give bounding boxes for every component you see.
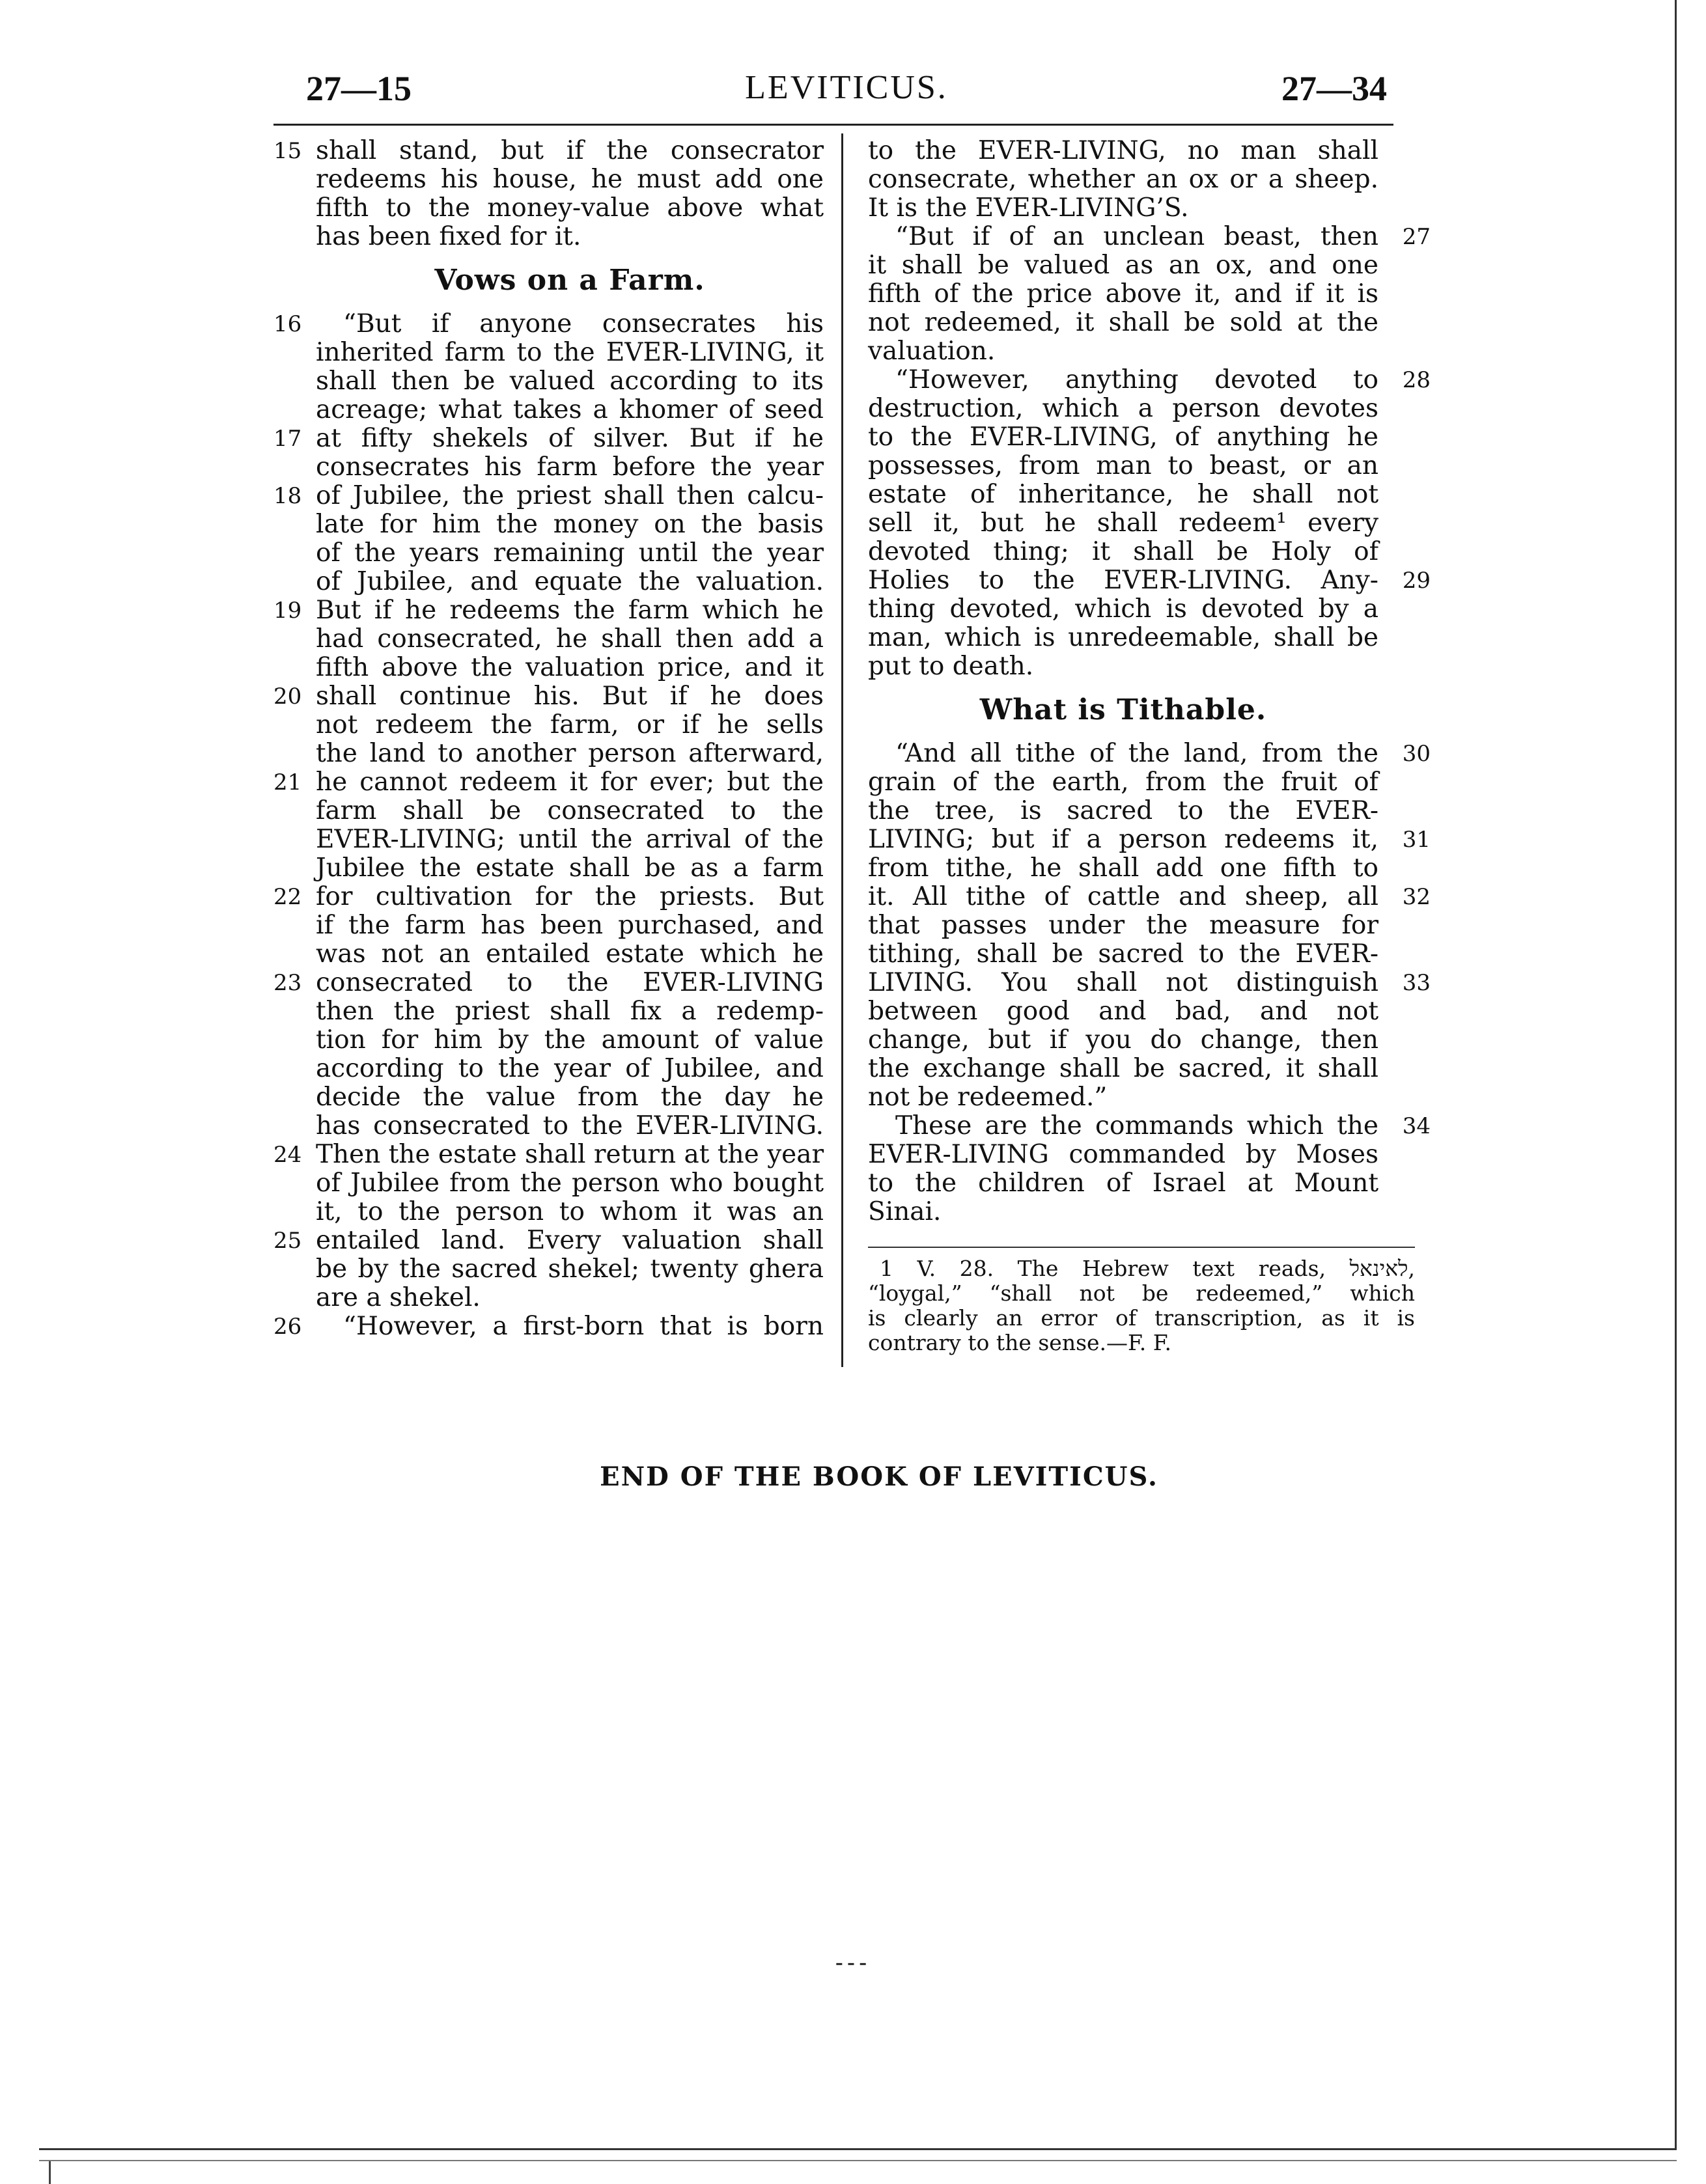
line-text: it shall be valued as an ox, and one	[868, 251, 1378, 280]
line-text: at fifty shekels of silver. But if he	[316, 424, 824, 453]
line-text: man, which is unredeemable, shall be	[868, 623, 1378, 652]
line-text: estate of inheritance, he shall not	[868, 480, 1378, 509]
line-text: it. All tithe of cattle and sheep, all	[868, 882, 1378, 911]
line-text: not redeem the farm, or if he sells	[316, 710, 824, 740]
line-text: shall stand, but if the consecrator	[316, 136, 824, 165]
text-line	[868, 137, 1378, 165]
line-text: Then the estate shall return at the year	[316, 1140, 824, 1169]
text-line	[868, 566, 1431, 595]
text-line	[868, 1083, 1378, 1112]
line-text: thing devoted, which is devoted by a	[868, 594, 1378, 624]
line-text: the tree, is sacred to the EVER-	[868, 796, 1378, 825]
text-line	[868, 1055, 1378, 1083]
text-line	[868, 825, 1431, 854]
footnote-text: 1 V. 28. The Hebrew text reads, לאינאל,	[880, 1256, 1415, 1281]
line-text: to the EVER-LIVING, of anything he	[868, 422, 1378, 452]
right-column	[868, 136, 1431, 1226]
verse-number: 26	[273, 1314, 302, 1340]
verse-number: 33	[1402, 970, 1431, 996]
closing-line: END OF THE BOOK OF LEVITICUS.	[600, 1461, 1158, 1492]
line-text: of Jubilee from the person who bought	[316, 1168, 824, 1198]
verse-number: 34	[1402, 1113, 1431, 1139]
line-text: are a shekel.	[316, 1283, 481, 1312]
line-text: to the EVER-LIVING, no man shall	[868, 136, 1378, 165]
text-line	[868, 797, 1378, 825]
text-line	[316, 740, 824, 768]
text-line	[273, 1140, 824, 1169]
text-line	[868, 538, 1378, 566]
text-line	[316, 825, 824, 854]
footnote-text: contrary to the sense.—F. F.	[868, 1330, 1172, 1355]
text-line	[316, 568, 824, 596]
footnote-rule	[868, 1247, 1415, 1248]
verse-number: 31	[1402, 827, 1431, 853]
text-line	[316, 1169, 824, 1198]
line-text: entailed land. Every valuation shall	[316, 1226, 824, 1255]
section-heading: What is Tithable.	[979, 693, 1267, 726]
line-text: tithing, shall be sacred to the EVER-	[868, 939, 1378, 969]
line-text: farm shall be consecrated to the	[316, 796, 824, 825]
verse-number: 25	[273, 1228, 302, 1254]
text-line	[868, 854, 1378, 883]
running-header	[306, 68, 1387, 120]
text-line	[868, 365, 1431, 394]
line-text: grain of the earth, from the fruit of	[868, 767, 1378, 797]
text-line	[316, 223, 824, 251]
line-text: tion for him by the amount of value	[316, 1025, 824, 1055]
text-line	[316, 1198, 824, 1226]
line-text: of the years remaining until the year	[316, 538, 824, 568]
text-line	[868, 1169, 1378, 1198]
text-line	[316, 510, 824, 539]
book-title: LEVITICUS.	[745, 69, 948, 106]
line-text: Holies to the EVER-LIVING. Any-	[868, 566, 1378, 595]
line-text: according to the year of Jubilee, and	[316, 1054, 824, 1083]
verse-number: 30	[1402, 741, 1431, 767]
page-edge-right	[1675, 0, 1677, 2148]
line-text: consecrate, whether an ox or a sheep.	[868, 165, 1378, 194]
line-text: “But if of an unclean beast, then	[895, 222, 1378, 251]
left-column	[273, 136, 824, 1341]
text-line	[868, 882, 1431, 911]
line-text: not redeemed, it shall be sold at the	[868, 308, 1378, 337]
page-edge-bottom-shadow	[39, 2160, 1677, 2161]
text-line	[868, 1198, 1378, 1226]
verse-number: 32	[1402, 884, 1431, 910]
text-line	[868, 1026, 1378, 1055]
line-text: put to death.	[868, 652, 1034, 681]
line-text: acreage; what takes a khomer of seed	[316, 395, 824, 424]
text-line	[868, 1111, 1431, 1140]
line-text: EVER-LIVING commanded by Moses	[868, 1140, 1378, 1169]
line-text: These are the commands which the	[895, 1111, 1378, 1140]
footnote-line	[868, 1331, 1415, 1355]
text-line	[316, 1284, 824, 1312]
column-divider	[841, 133, 843, 1367]
text-line	[868, 480, 1378, 509]
line-text: then the priest shall fix a redemp-	[316, 997, 824, 1026]
text-line	[316, 539, 824, 568]
line-text: “However, a first-born that is born	[343, 1312, 824, 1341]
footnote-text: is clearly an error of transcription, as it is	[868, 1305, 1415, 1331]
text-line	[273, 424, 824, 453]
line-text: shall then be valued according to its	[316, 366, 824, 396]
text-line	[273, 136, 824, 165]
section-heading: Vows on a Farm.	[434, 264, 705, 297]
line-text: has been fixed for it.	[316, 222, 581, 251]
line-text: fifth of the price above it, and if it is	[868, 279, 1378, 309]
line-text: was not an entailed estate which he	[316, 939, 824, 969]
text-line	[316, 453, 824, 482]
page-edge-bottom	[39, 2148, 1677, 2150]
line-text: it, to the person to whom it was an	[316, 1197, 824, 1226]
text-line	[868, 595, 1378, 624]
line-text: sell it, but he shall redeem¹ every	[868, 508, 1378, 538]
line-text: he cannot redeem it for ever; but the	[316, 767, 824, 797]
header-verse-end: 27—34	[1281, 69, 1387, 108]
text-line	[868, 165, 1378, 194]
footnote	[868, 1256, 1415, 1355]
verse-number: 28	[1402, 367, 1431, 393]
verse-number: 24	[273, 1142, 302, 1168]
verse-number: 23	[273, 970, 302, 996]
footnote-text: “loygal,” “shall not be redeemed,” which	[868, 1280, 1415, 1306]
text-line	[316, 1112, 824, 1140]
line-text: if the farm has been purchased, and	[316, 911, 824, 940]
line-text: Sinai.	[868, 1197, 942, 1226]
text-line	[868, 739, 1431, 768]
text-line	[868, 394, 1378, 423]
line-text: possesses, from man to beast, or an	[868, 451, 1378, 480]
text-line	[316, 339, 824, 367]
line-text: fifth above the valuation price, and it	[316, 653, 824, 682]
verse-number: 21	[273, 769, 302, 795]
text-line	[868, 911, 1378, 940]
text-line	[868, 940, 1378, 969]
line-text: for cultivation for the priests. But	[316, 882, 824, 911]
text-line	[868, 452, 1378, 480]
text-line	[316, 940, 824, 969]
text-line	[316, 911, 824, 940]
text-line	[273, 767, 824, 797]
line-text: to the children of Israel at Mount	[868, 1168, 1378, 1198]
text-line	[868, 337, 1378, 366]
text-line	[316, 797, 824, 825]
page-edge-mark	[49, 2161, 51, 2184]
verse-number: 15	[273, 138, 302, 164]
text-line	[273, 882, 824, 911]
text-line	[273, 682, 824, 711]
verse-number: 17	[273, 426, 302, 452]
text-line	[868, 222, 1431, 251]
line-text: devoted thing; it shall be Holy of	[868, 537, 1378, 566]
line-text: change, but if you do change, then	[868, 1025, 1378, 1055]
text-line	[273, 596, 824, 625]
line-text: of Jubilee, and equate the valuation.	[316, 567, 824, 596]
text-line	[316, 625, 824, 654]
text-line	[868, 1140, 1378, 1169]
header-rule	[273, 124, 1393, 126]
footnote-line	[868, 1281, 1415, 1306]
line-text: destruction, which a person devotes	[868, 394, 1378, 423]
footnote-line	[868, 1306, 1415, 1331]
text-line	[868, 768, 1378, 797]
text-line	[316, 396, 824, 424]
line-text: consecrated to the EVER-LIVING	[316, 968, 824, 997]
text-line	[316, 1055, 824, 1083]
text-line	[316, 165, 824, 194]
line-text: inherited farm to the EVER-LIVING, it	[316, 338, 824, 367]
line-text: It is the EVER-LIVING’S.	[868, 193, 1189, 223]
verse-number: 16	[273, 311, 302, 337]
text-line	[868, 624, 1378, 652]
line-text: not be redeemed.”	[868, 1083, 1108, 1112]
line-text: But if he redeems the farm which he	[316, 596, 824, 625]
text-line	[316, 854, 824, 883]
text-line	[316, 1083, 824, 1112]
line-text: of Jubilee, the priest shall then calcu-	[316, 481, 824, 510]
text-line	[273, 309, 824, 339]
line-text: from tithe, he shall add one fifth to	[868, 853, 1378, 883]
text-line	[273, 968, 824, 997]
text-line	[868, 652, 1378, 681]
text-line	[273, 481, 824, 510]
line-text: the land to another person afterward,	[316, 739, 824, 768]
line-text: decide the value from the day he	[316, 1083, 824, 1112]
line-text: fifth to the money-value above what	[316, 193, 824, 223]
text-line	[316, 654, 824, 682]
line-text: be by the sacred shekel; twenty ghera	[316, 1254, 824, 1284]
line-text: Jubilee the estate shall be as a farm	[316, 853, 824, 883]
verse-number: 29	[1402, 568, 1431, 594]
line-text: redeems his house, he must add one	[316, 165, 824, 194]
line-text: has consecrated to the EVER-LIVING.	[316, 1111, 824, 1140]
text-line	[316, 997, 824, 1026]
line-text: the exchange shall be sacred, it shall	[868, 1054, 1378, 1083]
text-line	[316, 711, 824, 740]
line-text: LIVING; but if a person redeems it,	[868, 825, 1378, 854]
line-text: EVER-LIVING; until the arrival of the	[316, 825, 824, 854]
verse-number: 18	[273, 483, 302, 509]
text-line	[868, 194, 1378, 223]
line-text: that passes under the measure for	[868, 911, 1378, 940]
verse-number: 27	[1402, 224, 1431, 250]
line-text: “However, anything devoted to	[895, 365, 1378, 394]
line-text: “And all tithe of the land, from the	[895, 739, 1378, 768]
text-line	[868, 309, 1378, 337]
text-line	[868, 251, 1378, 280]
text-line	[868, 423, 1378, 452]
line-text: “But if anyone consecrates his	[343, 309, 824, 339]
line-text: between good and bad, and not	[868, 997, 1378, 1026]
verse-number: 19	[273, 598, 302, 624]
page-mark: ---	[835, 1950, 871, 1976]
text-line	[868, 997, 1378, 1026]
verse-number: 20	[273, 684, 302, 710]
text-line	[868, 280, 1378, 309]
text-line	[316, 367, 824, 396]
text-line	[316, 1026, 824, 1055]
line-text: late for him the money on the basis	[316, 510, 824, 539]
line-text: LIVING. You shall not distinguish	[868, 968, 1378, 997]
text-line	[273, 1226, 824, 1255]
text-line	[273, 1312, 824, 1341]
text-line	[316, 1255, 824, 1284]
text-line	[316, 194, 824, 223]
header-verse-start: 27—15	[306, 69, 412, 108]
verse-number: 22	[273, 884, 302, 910]
line-text: consecrates his farm before the year	[316, 452, 824, 482]
line-text: valuation.	[868, 337, 996, 366]
text-line	[868, 968, 1431, 997]
text-line	[868, 509, 1378, 538]
line-text: had consecrated, he shall then add a	[316, 624, 824, 654]
footnote-line	[868, 1256, 1415, 1281]
line-text: shall continue his. But if he does	[316, 682, 824, 711]
